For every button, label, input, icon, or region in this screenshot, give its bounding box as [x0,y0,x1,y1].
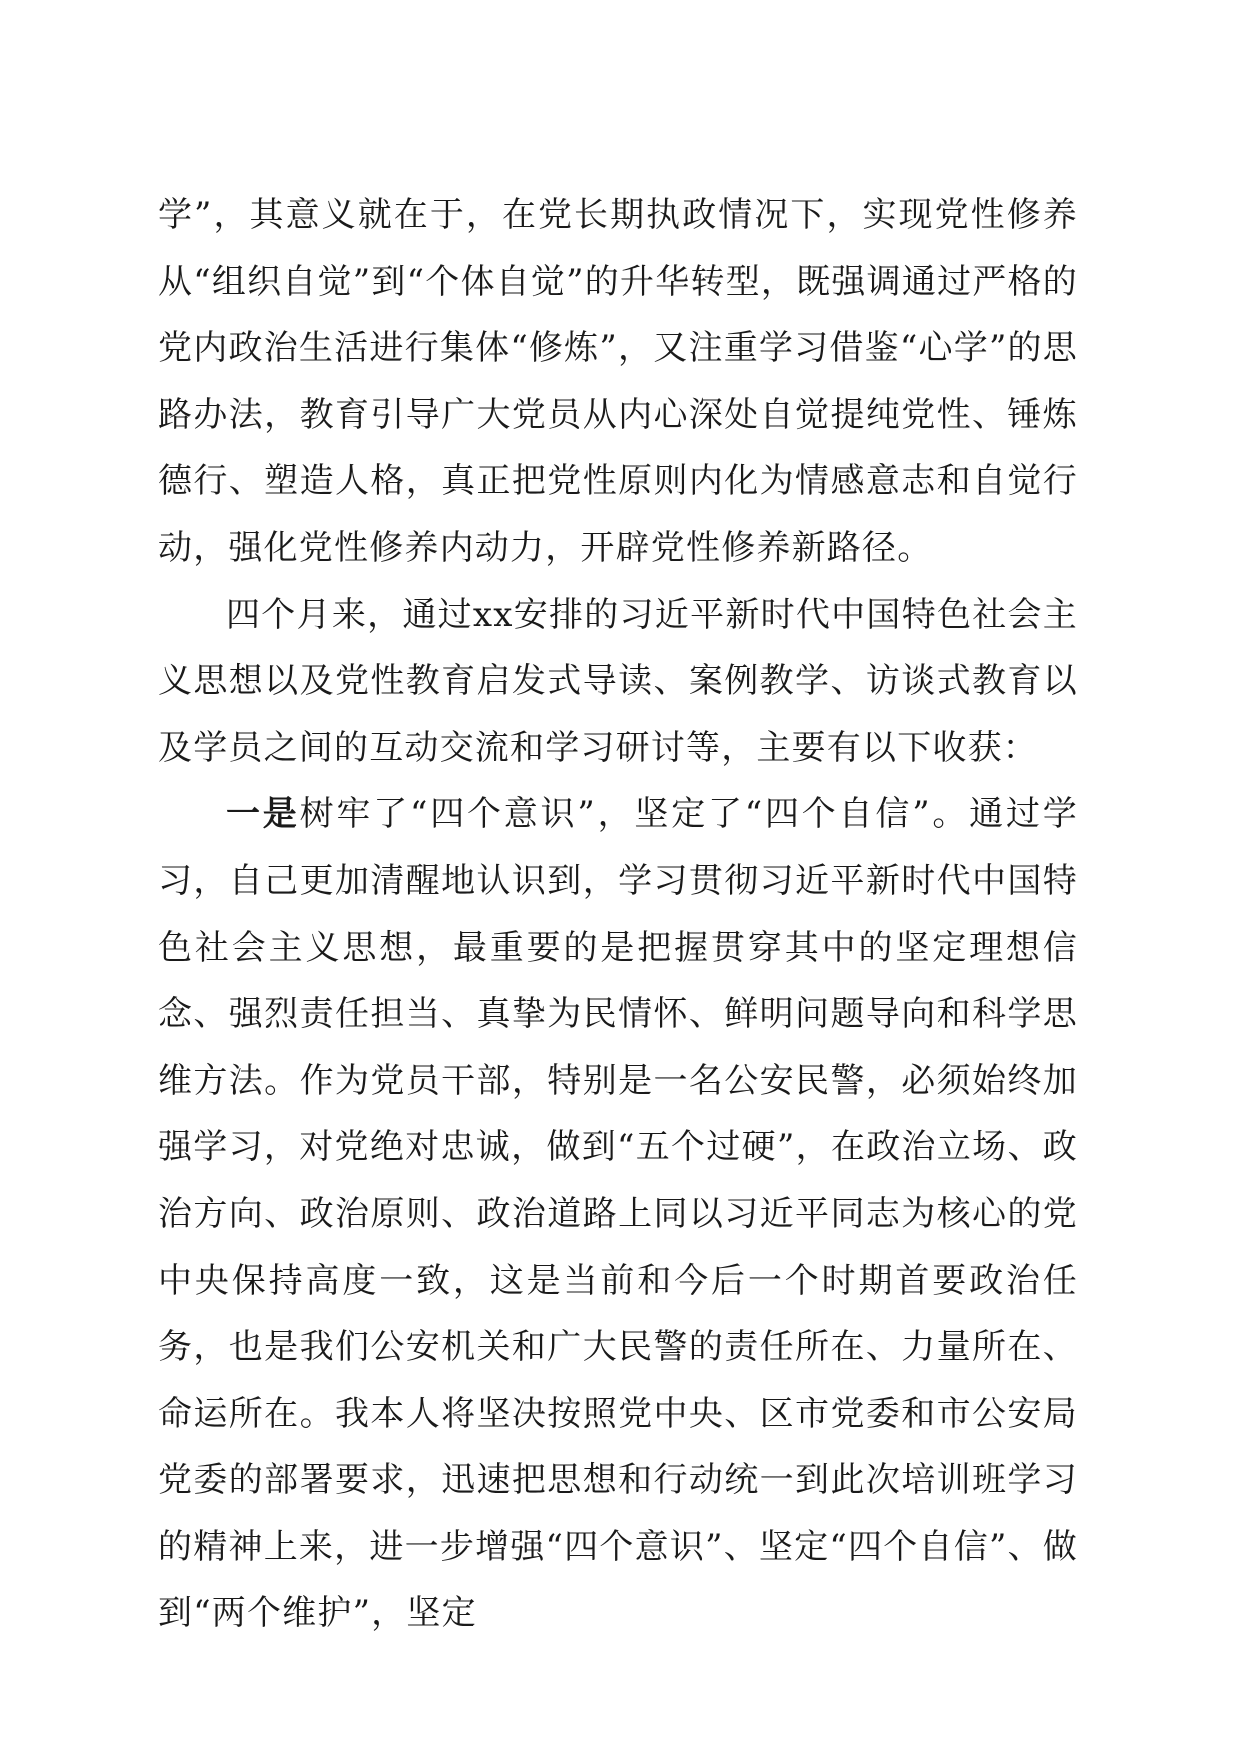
point-one-lead: 一是 [226,794,300,835]
paragraph-harvest-intro: 四个月来，通过xx安排的习近平新时代中国特色社会主义思想以及党性教育启发式导读、案例教学、访谈式教育以及学员之间的互动交流和学习研讨等，主要有以下收获： [158,594,1078,768]
point-one-body: 树牢了“四个意识”，坚定了“四个自信”。通过学习，自己更加清醒地认识到，学习贯彻习近平新时代中国特色社会主义思想，最重要的是把握贯穿其中的坚定理想信念、强烈责任担当、真挚为民情怀、鲜明问题导向和科学思维方法。作为党员干部，特别是一名公安民警，必须始终加强学习，对党绝对忠诚，做到“五个过硬”，在政治立场、政治方向、政治原则、政治道路上同以习近平同志为核心的党中央保持高度一致，这是当前和今后一个时期首要政治任务，也是我们公安机关和广大民警的责任所在、力量所在、命运所在。我本人将坚决按照党中央、区市党委和市公安局党委的部署要求，迅速把思想和行动统一到此次培训班学习的精神上来，进一步增强“四个意识”、坚定“四个自信”、做到“两个维护”，坚定 [158,794,1078,1634]
document-body [158,182,1078,1647]
paragraph-continuation: 学”，其意义就在于，在党长期执政情况下，实现党性修养从“组织自觉”到“个体自觉”的升华转型，既强调通过严格的党内政治生活进行集体“修炼”，又注重学习借鉴“心学”的思路办法，教育引导广大党员从内心深处自觉提纯党性、锤炼德行、塑造人格，真正把党性原则内化为情感意志和自觉行动，强化党性修养内动力，开辟党性修养新路径。 [158,195,1078,568]
paragraph-point-one [158,781,1078,1647]
